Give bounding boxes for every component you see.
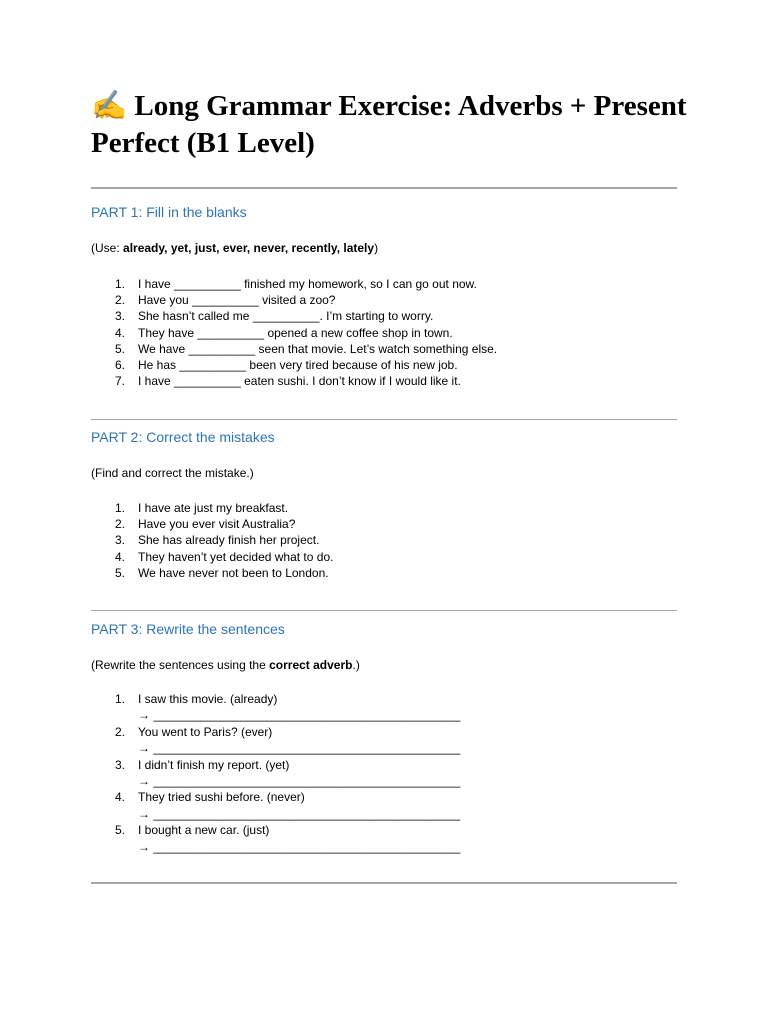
page-title: ✍ Long Grammar Exercise: Adverbs + Present Perfect (B1 Level) — [91, 90, 687, 159]
item-number: 3. — [114, 309, 125, 324]
list-item — [91, 691, 460, 724]
item-text: I have ate just my breakfast. — [138, 501, 289, 515]
item-number: 1. — [114, 692, 125, 706]
item-text: You went to Paris? (ever) — [138, 724, 273, 739]
item-number: 1. — [114, 501, 125, 515]
part1-instr-suffix: ) — [374, 241, 379, 255]
item-number: 6. — [114, 358, 125, 373]
list-item — [91, 532, 333, 548]
list-item — [91, 565, 333, 581]
part3-instr-suffix: .) — [352, 658, 360, 672]
list-item — [91, 549, 333, 565]
item-number: 3. — [114, 757, 125, 772]
item-number: 1. — [114, 277, 125, 291]
list-item — [91, 516, 333, 532]
part3-list — [91, 691, 460, 855]
divider — [91, 882, 677, 884]
item-text: She hasn’t called me __________. I’m starting to worry. — [138, 309, 434, 324]
divider — [91, 610, 677, 611]
divider — [91, 419, 677, 420]
item-number: 2. — [114, 724, 125, 739]
part3-instr-prefix: (Rewrite the sentences using the — [91, 658, 270, 672]
part1-list — [91, 276, 497, 389]
part3-instructions — [91, 657, 360, 673]
item-text: Have you ever visit Australia? — [138, 517, 296, 532]
item-number: 5. — [114, 565, 125, 580]
item-text: We have never not been to London. — [138, 565, 329, 580]
item-text: They have __________ opened a new coffee shop in town. — [138, 325, 453, 340]
item-number: 4. — [114, 549, 125, 564]
list-item — [91, 276, 497, 292]
answer-line: → ______________________________________________ — [138, 806, 461, 821]
item-number: 4. — [114, 790, 125, 805]
item-text: We have __________ seen that movie. Let’s watch something else. — [138, 341, 498, 356]
item-text: He has __________ been very tired because of his new job. — [138, 358, 458, 373]
list-item — [91, 357, 497, 373]
item-number: 7. — [114, 374, 125, 389]
item-text: She has already finish her project. — [138, 533, 320, 548]
part1-instr-prefix: (Use: — [91, 241, 124, 255]
list-item — [91, 341, 497, 357]
answer-line: → ______________________________________________ — [138, 741, 461, 756]
item-text: I have __________ eaten sushi. I don’t know if I would like it. — [138, 374, 461, 389]
part3-instr-bold: correct adverb — [269, 658, 353, 672]
item-number: 2. — [114, 517, 125, 532]
item-text: They tried sushi before. (never) — [138, 790, 305, 805]
part2-instructions: (Find and correct the mistake.) — [91, 466, 254, 480]
part1-heading: PART 1: Fill in the blanks — [91, 204, 247, 220]
list-item — [91, 373, 497, 389]
list-item — [91, 325, 497, 341]
item-number: 4. — [114, 325, 125, 340]
item-text: They haven’t yet decided what to do. — [138, 549, 334, 564]
item-number: 2. — [114, 293, 125, 308]
part3-heading: PART 3: Rewrite the sentences — [91, 621, 285, 637]
answer-line: → ______________________________________________ — [138, 774, 461, 789]
list-item — [91, 757, 460, 790]
answer-line: → ______________________________________________ — [138, 839, 461, 854]
list-item — [91, 822, 460, 855]
list-item — [91, 500, 333, 516]
divider — [91, 187, 677, 189]
list-item — [91, 308, 497, 324]
item-text: I didn’t finish my report. (yet) — [138, 757, 290, 772]
item-text: I bought a new car. (just) — [138, 823, 270, 838]
item-text: I saw this movie. (already) — [138, 692, 278, 706]
item-text: I have __________ finished my homework, so I can go out now. — [138, 277, 477, 291]
list-item — [91, 789, 460, 822]
answer-line: → ______________________________________________ — [138, 708, 461, 723]
item-number: 3. — [114, 533, 125, 548]
item-number: 5. — [114, 823, 125, 838]
part2-list — [91, 500, 333, 581]
list-item — [91, 724, 460, 757]
part1-instructions — [91, 240, 378, 256]
item-text: Have you __________ visited a zoo? — [138, 293, 336, 308]
list-item — [91, 292, 497, 308]
item-number: 5. — [114, 341, 125, 356]
part2-heading: PART 2: Correct the mistakes — [91, 429, 275, 445]
part1-instr-words: already, yet, just, ever, never, recently, lately — [123, 241, 375, 255]
